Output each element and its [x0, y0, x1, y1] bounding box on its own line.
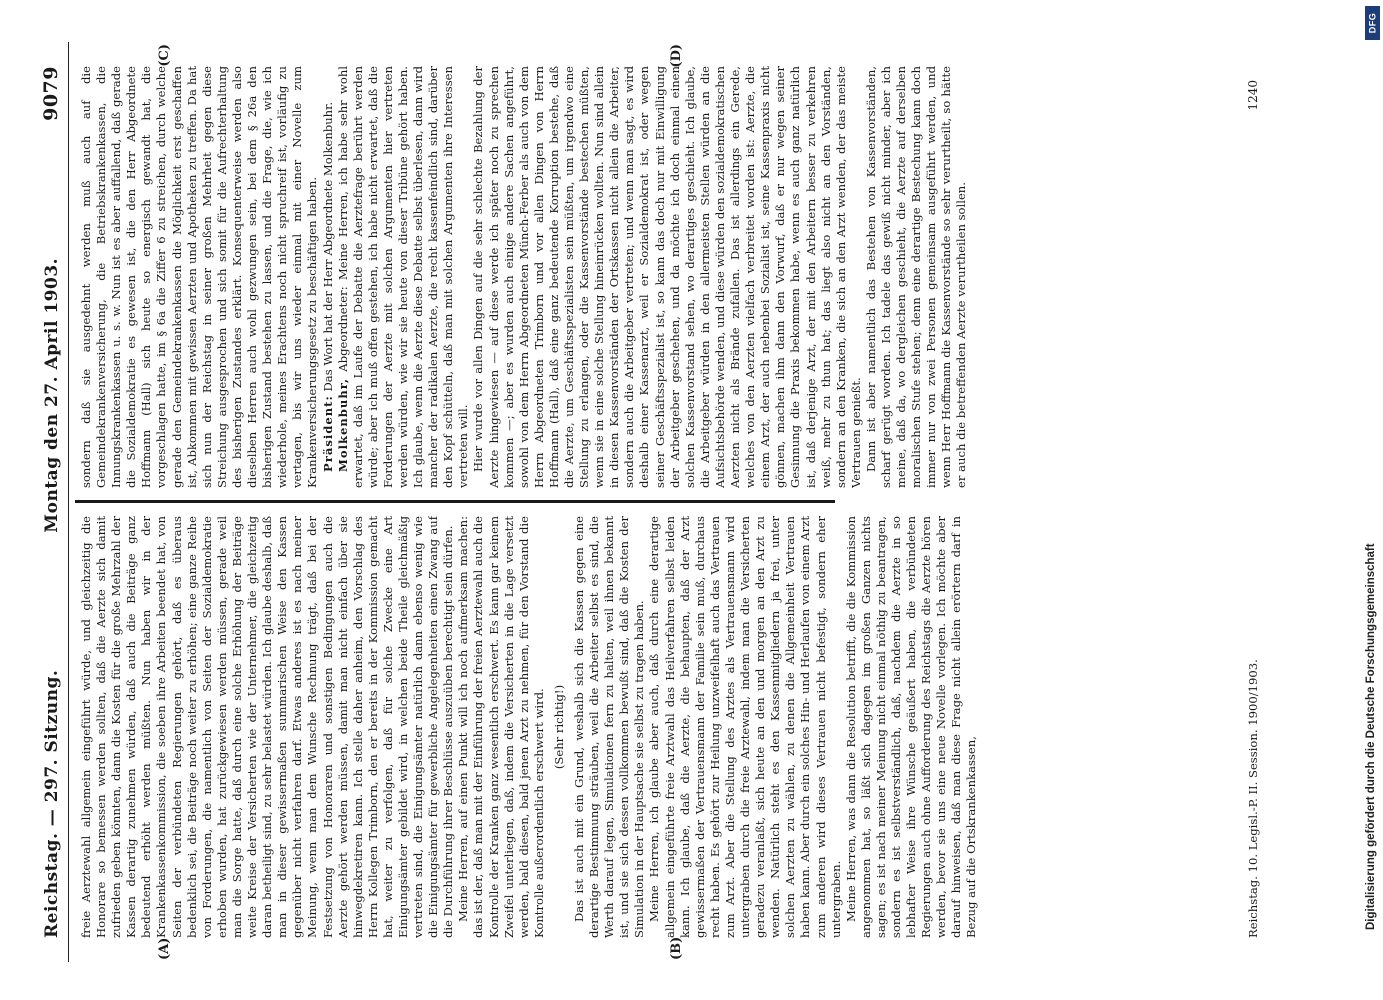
right-paragraph-2: Meine Herren, ich habe sehr wohl erwartet, daß im Laufe der Debatte die Aerztefrage berührt werden würde; aber ich muß offen gestehen, ich habe nicht erwartet, daß die Forderungen der Aerzte mit solchen Argumenten hier vertreten werden würden, wie wir sie heute von dieser Tribüne gehört haben. Ich glaube, wenn die Aerzte diese Debatte selbst überlesen, dann wird mancher der radikalen Aerzte, die recht kassenfeindlich sind, darüber den Kopf schütteln, daß man mit solchen Argumenten ihre Interessen vertreten will.: [335, 66, 471, 488]
page-number: 9079: [40, 66, 62, 121]
footer-session: Reichstag. 10. Legisl.-P. II. Session. 1900/1903.: [1246, 659, 1260, 938]
column-divider: [75, 501, 835, 504]
digitization-notice: Digitalisierung gefördert durch die Deutsche Forschungsgemeinschaft: [1365, 543, 1377, 930]
left-paragraph-3: Das ist auch mit ein Grund, weshalb sich die Kassen gegen eine derartige Bestimmung sträuben, weil die Arbeiter selbst es sind, die Werth darauf legen, Simulationen fern zu halten, weil ihnen bekannt ist, und sie sich dessen vollkommen bewußt sind, daß die Kosten der Simulation in der Hauptsache sie selbst zu tragen haben.: [572, 516, 647, 938]
dfg-logo-text: DFG: [1367, 12, 1378, 34]
digitization-notice-wrap: [1365, 0, 1377, 930]
president-label: Präsident:: [320, 395, 335, 472]
left-paragraph-5: Meine Herren, was dann die Resolution betrifft, die die Kommission angenommen hat, so läßt sich dagegen im großen Ganzen nichts sagen; es ist nach meiner Meinung nicht einmal nöthig zu beantragen, sondern es ist selbstverständlich, daß, nachdem die Aerzte in so lebhafter Weise ihre Wünsche geäußert haben, die verbündeten Regierungen auch ohne Aufforderung des Reichstags die Aerzte hören werden, bevor sie uns eine neue Novelle vorlegen. Ich möchte aber darauf hinweisen, daß man diese Frage nicht allein erörtern darf in Bezug auf die Ortskrankenkassen,: [843, 516, 979, 938]
speaker-role: Abgeordneter:: [335, 286, 350, 372]
left-column: [79, 516, 1219, 938]
interjection: (Sehr richtig!): [551, 684, 566, 770]
president-text: Das Wort hat der Herr Abgeordnete Molkenbuhr.: [320, 101, 335, 392]
margin-mark-b: (B): [669, 936, 684, 960]
right-paragraph-4: Dann ist aber namentlich das Bestehen von Kassenvorständen, scharf gerügt worden. Ich tadele das gewiß nicht minder, aber ich meine, daß da, wo dergleichen geschieht, die Aerzte auf derselben moralischen Stufe stehen; denn eine derartige Bestechung kann doch immer nur von zwei Personen gemeinsam ausgeführt werden, und wenn Herr Hoffmann die Kassenvorstände so sehr verurtheilt, so hätte er auch die betreffenden Aerzte verurtheilen sollen.: [863, 66, 969, 488]
header-date: Montag den 27. April 1903.: [42, 257, 62, 533]
left-paragraph-1: freie Aerztewahl allgemein eingeführt würde, und gleichzeitig die Honorare so bemessen werden sollten, daß die Aerzte sich damit zufrieden geben könnten, dann die Kosten für die große Mehrzahl der Kassen derartig zunehmen würden, daß auch die Beiträge ganz bedeutend erhöht werden müßten. Nun haben wir in der Krankenkassenkommission, die soeben ihre Arbeiten beendet hat, von Seiten der verbündeten Regierungen gehört, daß es überaus bedenklich sei, die Beiträge noch weiter zu erhöhen; eine ganze Reihe von Forderungen, die namentlich von Seiten der Sozialdemokratie erhoben wurden, hat zurückgewiesen werden müssen, gerade weil man die Sorge hatte, daß durch eine solche Erhöhung der Beiträge weite Kreise der Versicherten wie der Unternehmer, die gleichzeitig daran betheiligt sind, zu sehr belastet würden. Ich glaube deshalb, daß man in dieser gewissermaßen summarischen Weise den Kassen gegenüber nicht verfahren darf. Etwas anderes ist es nach meiner Meinung, wenn man dem Wunsche Rechnung trägt, daß bei der Festsetzung von Honoraren und sonstigen Bedingungen auch die Aerzte gehört werden müssen, damit man nicht einfach über sie hinwegdekretiren kann. Ich stelle daher anheim, den Vorschlag des Herrn Kollegen Trimborn, den er bereits in der Kommission gemacht hat, weiter zu verfolgen, daß für solche Zwecke eine Art Einigungsämter gebildet wird, in welchen beide Theile gleichmäßig vertreten sind, die Einigungsämter natürlich dann ebenso wenig wie die Einigungsämter für gewerbliche Angelegenheiten einen Zwang auf die Durchführung ihrer Beschlüsse auszuüben berechtigt sein dürfen.: [79, 516, 456, 938]
text-columns: [69, 42, 1219, 962]
right-column: [79, 66, 1219, 488]
margin-mark-d: (D): [669, 44, 684, 68]
header-session: Reichstag. — 297. Sitzung.: [42, 669, 62, 938]
right-paragraph-1: sondern daß sie ausgedehnt werden muß auch auf die Gemeindekrankenversicherung, die Betriebskrankenkassen, die Innungskrankenkassen u. s. w. Nun ist es aber auffallend, daß gerade die Sozialdemokratie es gewesen ist, die den Herr Abgeordnete Hoffmann (Hall) sich heute so energisch gewandt hat, die vorgeschlagen hatte, im § 6a die Ziffer 6 zu streichen, durch welche gerade den Gemeindekrankenkassen die Möglichkeit erst geschaffen ist, Abkommen mit gewissen Aerzten und Apotheken zu treffen. Da hat sich nun der Reichstag in seiner großen Mehrheit gegen diese Streichung ausgesprochen und sich somit für die Aufrechterhaltung des bisherigen Zustandes erklärt. Konsequenterweise werden also dieselben Herren auch wohl gezwungen sein, bei dem § 26a den bisherigen Zustand bestehen zu lassen, und die Frage, die, wie ich wiederhole, meines Erachtens noch nicht spruchreif ist, vorläufig zu vertagen, bis wir uns wieder einmal mit einer Novelle zum Krankenversicherungsgesetz zu beschäftigen haben.: [79, 66, 320, 488]
left-paragraph-4: Meine Herren, ich glaube aber auch, daß durch eine derartige allgemein eingeführte freie Arztwahl das Heilverfahren selbst leiden kann. Ich glaube, daß die Aerzte, die behaupten, daß der Arzt gewissermaßen der Vertrauensmann der Familie sein muß, durchaus recht haben. Es gehört zur Heilung unzweifelhaft auch das Vertrauen zum Arzt. Aber die Stellung des Arztes als Vertrauensmann wird untergraben durch die freie Arztewahl, indem man die Versicherten geradezu veranlaßt, sich heute an den und morgen an den Arzt zu wenden. Natürlich steht es den Kassenmitgliedern ja frei, unter solchen Aerzten zu wählen, zu denen die Allgemeinheit Vertrauen haben kann. Aber durch ein solches Hin- und Herlaufen von einem Arzt zum anderen wird dieses Vertrauen nicht befestigt, sondern eher untergraben.: [647, 516, 843, 938]
margin-mark-c: (C): [157, 44, 172, 67]
speaker-label: Molkenbuhr,: [335, 377, 350, 472]
left-paragraph-2: Meine Herren, auf einen Punkt will ich noch aufmerksam machen: das ist der, daß man mit der Einführung der freien Aerztewahl auch die Kontrolle der Kranken ganz wesentlich erschwert. Es kann gar keinem Zweifel unterliegen, daß, indem die Versicherten in die Lage versetzt werden, bald diesen, bald jenen Arzt zu nehmen, für den Vorstand die Kontrolle außerordentlich erschwert wird.: [456, 516, 546, 938]
running-head: [40, 42, 69, 962]
margin-mark-a: (A): [157, 937, 172, 960]
digitization-strip: [1361, 0, 1383, 1000]
right-paragraph-3: Hier wurde vor allen Dingen auf die sehr schlechte Bezahlung der Aerzte hingewiesen — auf diese werde ich später noch zu sprechen kommen —; aber es wurden auch einige andere Sachen angeführt, sowohl von dem Herrn Abgeordneten Münch-Ferber als auch von dem Herrn Abgeordneten Trimborn und vor allen Dingen von Herrn Hoffmann (Hall), daß eine ganz bedeutende Korruption bestehe, daß die Aerzte, um Geschäftsspezialisten sein müßten, um irgendwo eine Stellung zu erlangen, oder die Kassenvorstände bestechen müßten, wenn sie in eine solche Stellung hineinrücken wollten. Nun sind allein in diesen Kassenvorständen der Ortskassen nicht allein die Arbeiter, sondern auch die Arbeitgeber vertreten; und wenn man sagt, es wird deshalb einer Kassenarzt, weil er Sozialdemokrat ist, oder wegen seiner Geschäftsspezialist ist, so kann das doch nur mit Einwilligung der Arbeitgeber geschehen, und da möchte ich doch einmal einen solchen Kassenvorstand sehen, wo derartiges geschieht. Ich glaube, die Arbeitgeber würden in den allermeisten Stellen würden an die Aufsichtsbehörde wenden, und diese würden den sozialdemokratischen Aerzten nicht als Brände zufallen. Das ist allerdings ein Gerede, welches von den Aerzten vielfach verbreitet worden ist: Aerzte, die einem Arzt, der auch nebenbei Sozialist ist, seine Kassenpraxis nicht gönnen, machen ihm dann den Vorwurf, daß er nur wegen seiner Gesinnung die Praxis bekommen habe, wenn es auch ganz natürlich ist, daß derjenige Arzt, der mit den Arbeitern besser zu verkehren weiß, mehr zu thun hat; das liegt also nicht an den Vorständen, sondern an den Kranken, die sich an den Arzt wenden, der das meiste Vertrauen genießt.: [471, 66, 863, 488]
president-line: [321, 66, 336, 488]
footer-signature: 1240: [1246, 80, 1260, 111]
speaker-line: [336, 66, 472, 488]
